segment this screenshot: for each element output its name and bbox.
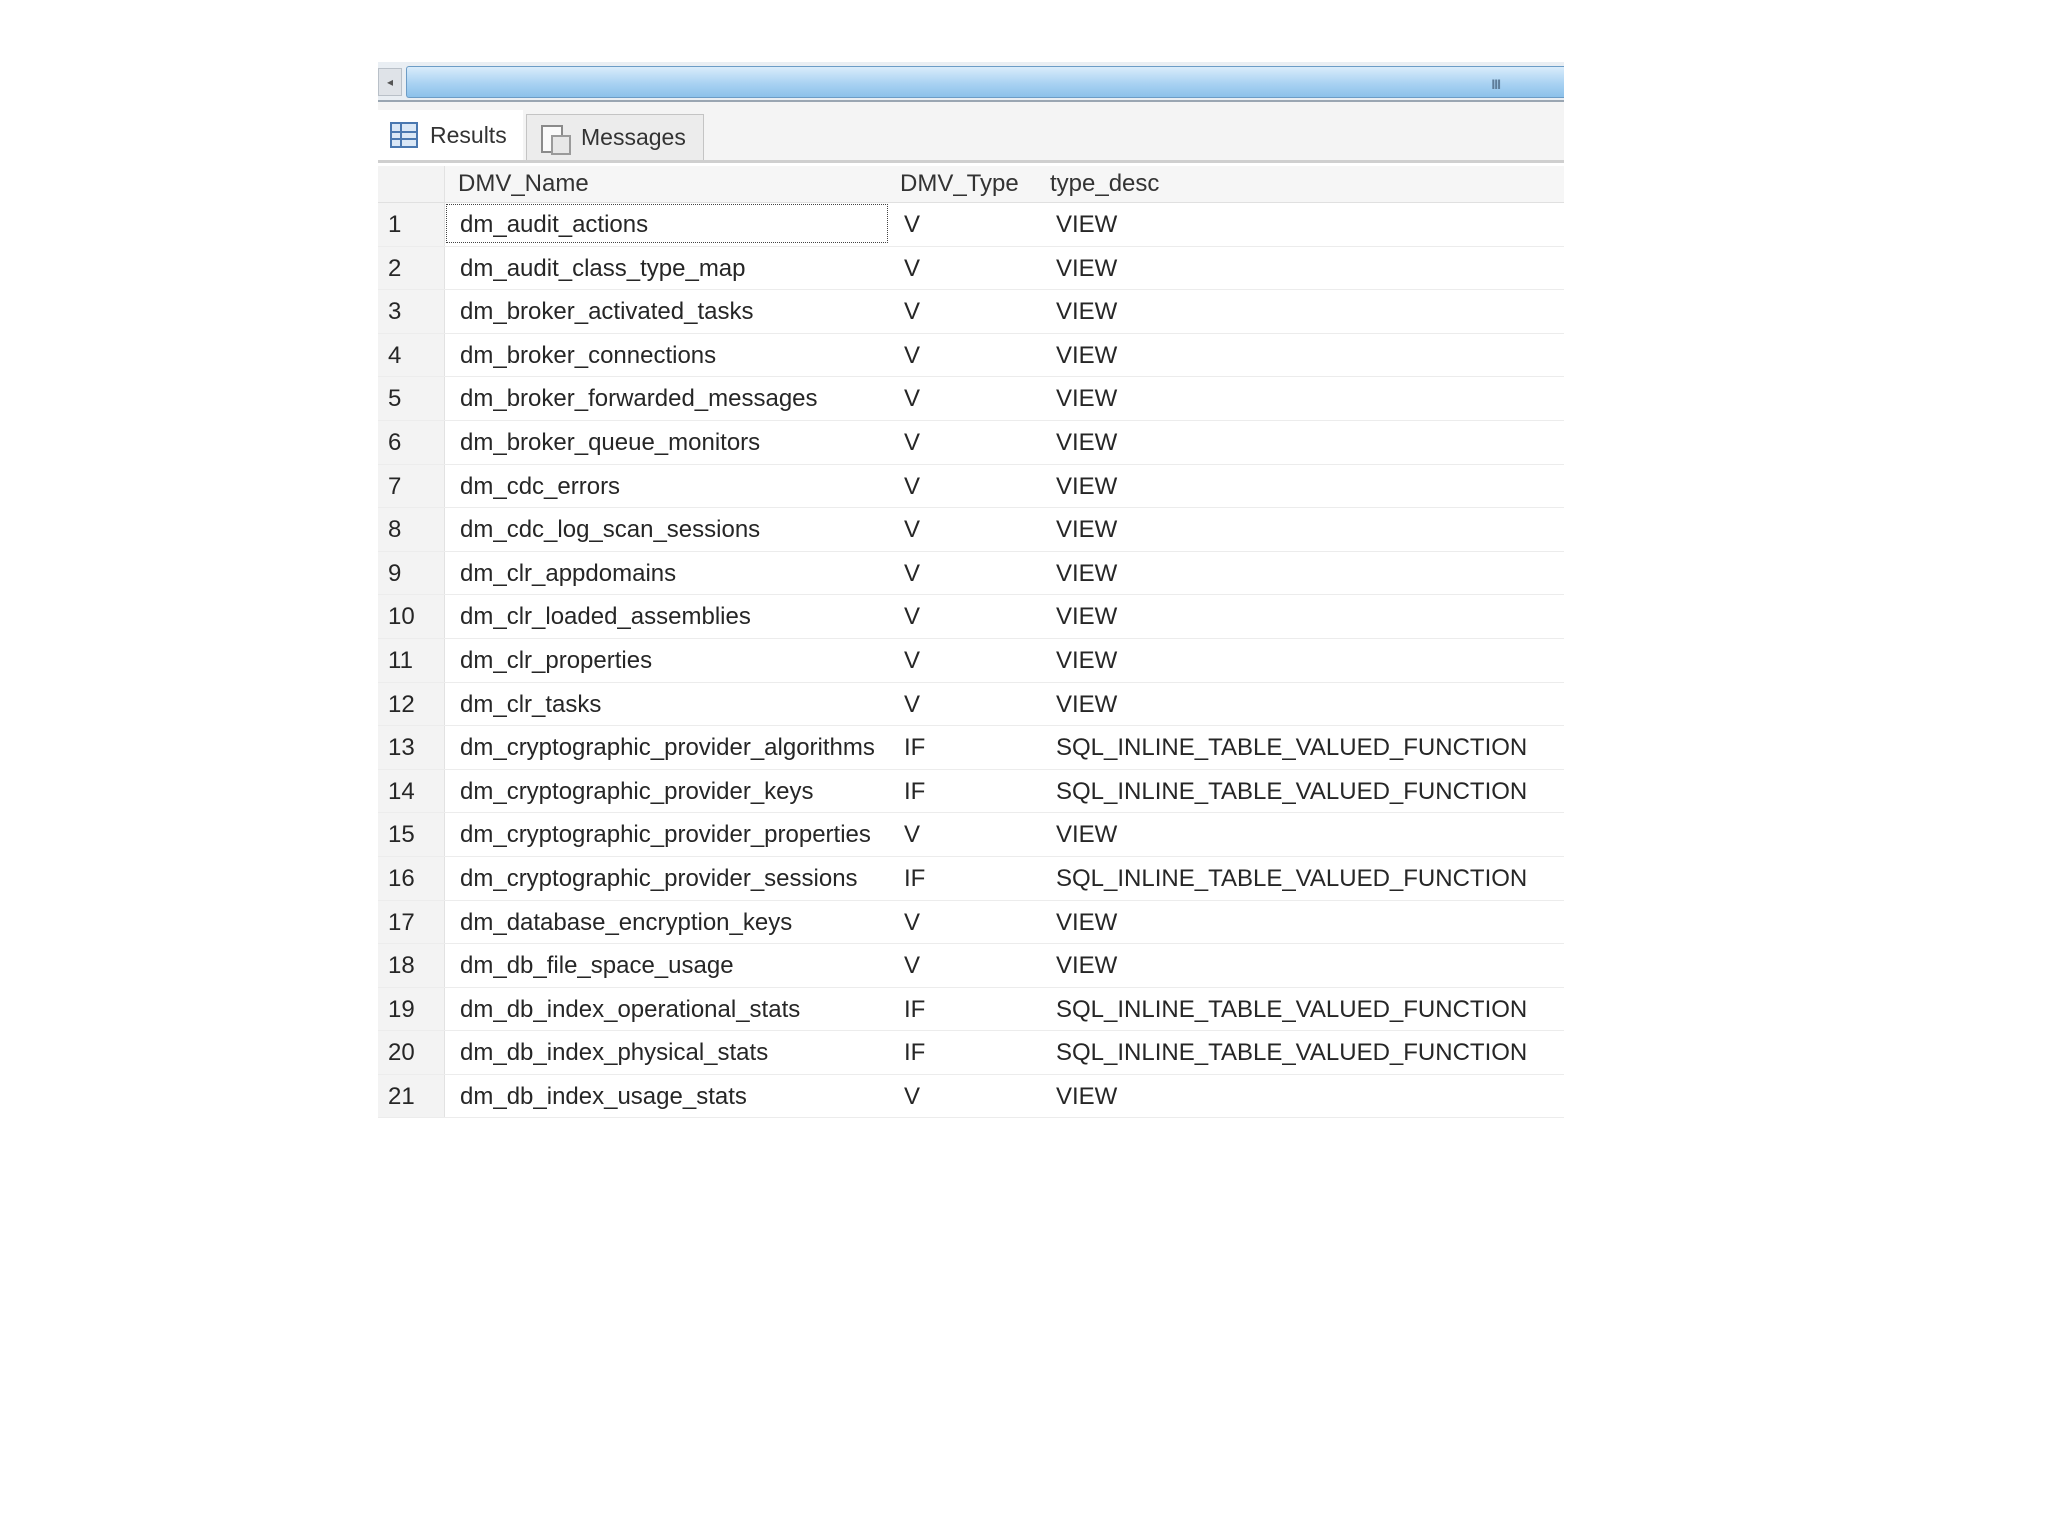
cell-dmv-name[interactable]: dm_broker_activated_tasks <box>460 298 754 326</box>
row-number: 20 <box>388 1039 415 1067</box>
cell-type-desc[interactable]: VIEW <box>1056 559 1118 587</box>
cell-dmv-type[interactable]: V <box>904 385 921 413</box>
table-row[interactable] <box>378 421 1564 465</box>
cell-dmv-name[interactable]: dm_db_index_usage_stats <box>460 1082 747 1110</box>
cell-dmv-type[interactable]: V <box>904 1082 921 1110</box>
cell-type-desc[interactable]: VIEW <box>1056 428 1118 456</box>
cell-dmv-type[interactable]: IF <box>904 734 926 762</box>
cell-dmv-name[interactable]: dm_cdc_errors <box>460 472 621 500</box>
cell-type-desc[interactable]: SQL_INLINE_TABLE_VALUED_FUNCTION <box>1056 864 1528 892</box>
scrollbar-thumb[interactable] <box>406 66 1564 98</box>
cell-dmv-type[interactable]: IF <box>904 864 926 892</box>
cell-dmv-type[interactable]: IF <box>904 1039 926 1067</box>
table-row[interactable] <box>378 465 1564 509</box>
row-number: 8 <box>388 516 402 544</box>
cell-dmv-name[interactable]: dm_broker_connections <box>460 341 717 369</box>
grid-body <box>378 203 1564 1118</box>
cell-dmv-type[interactable]: V <box>904 428 921 456</box>
horizontal-scrollbar[interactable] <box>378 62 1564 102</box>
cell-dmv-name[interactable]: dm_clr_tasks <box>460 690 602 718</box>
cell-dmv-name[interactable]: dm_cryptographic_provider_properties <box>460 821 871 849</box>
column-header-type-desc[interactable]: type_desc <box>1050 170 1160 197</box>
row-number: 17 <box>388 908 415 936</box>
cell-dmv-name[interactable]: dm_clr_loaded_assemblies <box>460 603 751 631</box>
table-row[interactable] <box>378 203 1564 247</box>
cell-type-desc[interactable]: SQL_INLINE_TABLE_VALUED_FUNCTION <box>1056 995 1528 1023</box>
table-row[interactable] <box>378 508 1564 552</box>
cell-type-desc[interactable]: VIEW <box>1056 952 1118 980</box>
cell-type-desc[interactable]: VIEW <box>1056 646 1118 674</box>
table-row[interactable] <box>378 813 1564 857</box>
cell-dmv-name[interactable]: dm_cryptographic_provider_sessions <box>460 864 858 892</box>
cell-type-desc[interactable]: VIEW <box>1056 341 1118 369</box>
cell-dmv-name[interactable]: dm_clr_properties <box>460 646 653 674</box>
cell-type-desc[interactable]: SQL_INLINE_TABLE_VALUED_FUNCTION <box>1056 1039 1528 1067</box>
cell-dmv-type[interactable]: V <box>904 559 921 587</box>
cell-dmv-type[interactable]: V <box>904 646 921 674</box>
row-number: 21 <box>388 1082 415 1110</box>
cell-type-desc[interactable]: VIEW <box>1056 603 1118 631</box>
cell-type-desc[interactable]: VIEW <box>1056 211 1118 238</box>
row-number: 12 <box>388 690 415 718</box>
row-number: 2 <box>388 254 402 282</box>
row-header-corner[interactable] <box>378 166 445 202</box>
cell-dmv-name[interactable]: dm_audit_class_type_map <box>460 254 746 282</box>
table-row[interactable] <box>378 683 1564 727</box>
table-row[interactable] <box>378 639 1564 683</box>
row-number: 9 <box>388 559 402 587</box>
cell-dmv-type[interactable]: V <box>904 211 921 238</box>
table-row[interactable] <box>378 1075 1564 1119</box>
cell-type-desc[interactable]: VIEW <box>1056 1082 1118 1110</box>
cell-type-desc[interactable]: VIEW <box>1056 908 1118 936</box>
table-row[interactable] <box>378 1031 1564 1075</box>
grid-header <box>378 166 1564 203</box>
cell-dmv-name[interactable]: dm_cryptographic_provider_keys <box>460 777 814 805</box>
cell-dmv-name[interactable]: dm_audit_actions <box>460 211 649 238</box>
row-number: 16 <box>388 864 415 892</box>
cell-dmv-name[interactable]: dm_cryptographic_provider_algorithms <box>460 734 875 762</box>
table-row[interactable] <box>378 988 1564 1032</box>
row-number: 10 <box>388 603 415 631</box>
selected-cell-focus <box>446 204 888 243</box>
row-number: 14 <box>388 777 415 805</box>
row-number: 6 <box>388 428 402 456</box>
row-number: 4 <box>388 341 402 369</box>
tab-results[interactable] <box>378 110 523 160</box>
cell-dmv-type[interactable]: V <box>904 690 921 718</box>
cell-dmv-name[interactable]: dm_database_encryption_keys <box>460 908 793 936</box>
row-number: 11 <box>388 646 413 674</box>
table-row[interactable] <box>378 944 1564 988</box>
cell-dmv-type[interactable]: V <box>904 298 921 326</box>
cell-dmv-type[interactable]: V <box>904 603 921 631</box>
row-number: 1 <box>388 211 402 238</box>
cell-dmv-type[interactable]: V <box>904 341 921 369</box>
cell-type-desc[interactable]: VIEW <box>1056 298 1118 326</box>
scroll-left-arrow-icon[interactable]: ◂ <box>378 68 402 96</box>
table-row[interactable] <box>378 334 1564 378</box>
results-grid <box>378 166 1564 1118</box>
results-panel <box>378 62 1564 1110</box>
table-row[interactable] <box>378 377 1564 421</box>
cell-dmv-type[interactable]: V <box>904 908 921 936</box>
column-header-dmv-name[interactable]: DMV_Name <box>458 170 589 197</box>
table-row[interactable] <box>378 552 1564 596</box>
cell-type-desc[interactable]: VIEW <box>1056 821 1118 849</box>
cell-dmv-type[interactable]: V <box>904 472 921 500</box>
row-number: 7 <box>388 472 402 500</box>
cell-type-desc[interactable]: VIEW <box>1056 472 1118 500</box>
cell-type-desc[interactable]: SQL_INLINE_TABLE_VALUED_FUNCTION <box>1056 734 1528 762</box>
table-row[interactable] <box>378 726 1564 770</box>
cell-dmv-name[interactable]: dm_db_index_operational_stats <box>460 995 801 1023</box>
cell-type-desc[interactable]: VIEW <box>1056 385 1118 413</box>
cell-dmv-name[interactable]: dm_broker_forwarded_messages <box>460 385 818 413</box>
tab-messages[interactable] <box>526 114 704 160</box>
cell-dmv-type[interactable]: V <box>904 254 921 282</box>
row-number: 19 <box>388 995 415 1023</box>
table-row[interactable] <box>378 770 1564 814</box>
row-number: 3 <box>388 298 402 326</box>
table-row[interactable] <box>378 901 1564 945</box>
tab-messages-label: Messages <box>581 124 686 150</box>
cell-dmv-type[interactable]: IF <box>904 777 926 805</box>
cell-type-desc[interactable]: VIEW <box>1056 254 1118 282</box>
cell-dmv-name[interactable]: dm_cdc_log_scan_sessions <box>460 516 761 544</box>
grid-icon <box>390 122 418 148</box>
cell-dmv-type[interactable]: IF <box>904 995 926 1023</box>
row-number: 13 <box>388 734 415 762</box>
cell-dmv-type[interactable]: V <box>904 952 921 980</box>
row-number: 5 <box>388 385 402 413</box>
cell-type-desc[interactable]: SQL_INLINE_TABLE_VALUED_FUNCTION <box>1056 777 1528 805</box>
cell-dmv-name[interactable]: dm_db_index_physical_stats <box>460 1039 769 1067</box>
cell-dmv-type[interactable]: V <box>904 821 921 849</box>
cell-dmv-name[interactable]: dm_db_file_space_usage <box>460 952 734 980</box>
row-number: 15 <box>388 821 415 849</box>
table-row[interactable] <box>378 857 1564 901</box>
tab-results-label: Results <box>430 121 507 148</box>
column-header-dmv-type[interactable]: DMV_Type <box>900 170 1019 197</box>
table-row[interactable] <box>378 290 1564 334</box>
messages-icon <box>539 123 569 153</box>
cell-dmv-name[interactable]: dm_clr_appdomains <box>460 559 677 587</box>
table-row[interactable] <box>378 595 1564 639</box>
cell-dmv-name[interactable]: dm_broker_queue_monitors <box>460 428 761 456</box>
scrollbar-grip: III <box>1491 76 1500 92</box>
cell-dmv-type[interactable]: V <box>904 516 921 544</box>
row-number: 18 <box>388 952 415 980</box>
table-row[interactable] <box>378 247 1564 291</box>
cell-type-desc[interactable]: VIEW <box>1056 690 1118 718</box>
result-tabs <box>378 102 1564 163</box>
cell-type-desc[interactable]: VIEW <box>1056 516 1118 544</box>
